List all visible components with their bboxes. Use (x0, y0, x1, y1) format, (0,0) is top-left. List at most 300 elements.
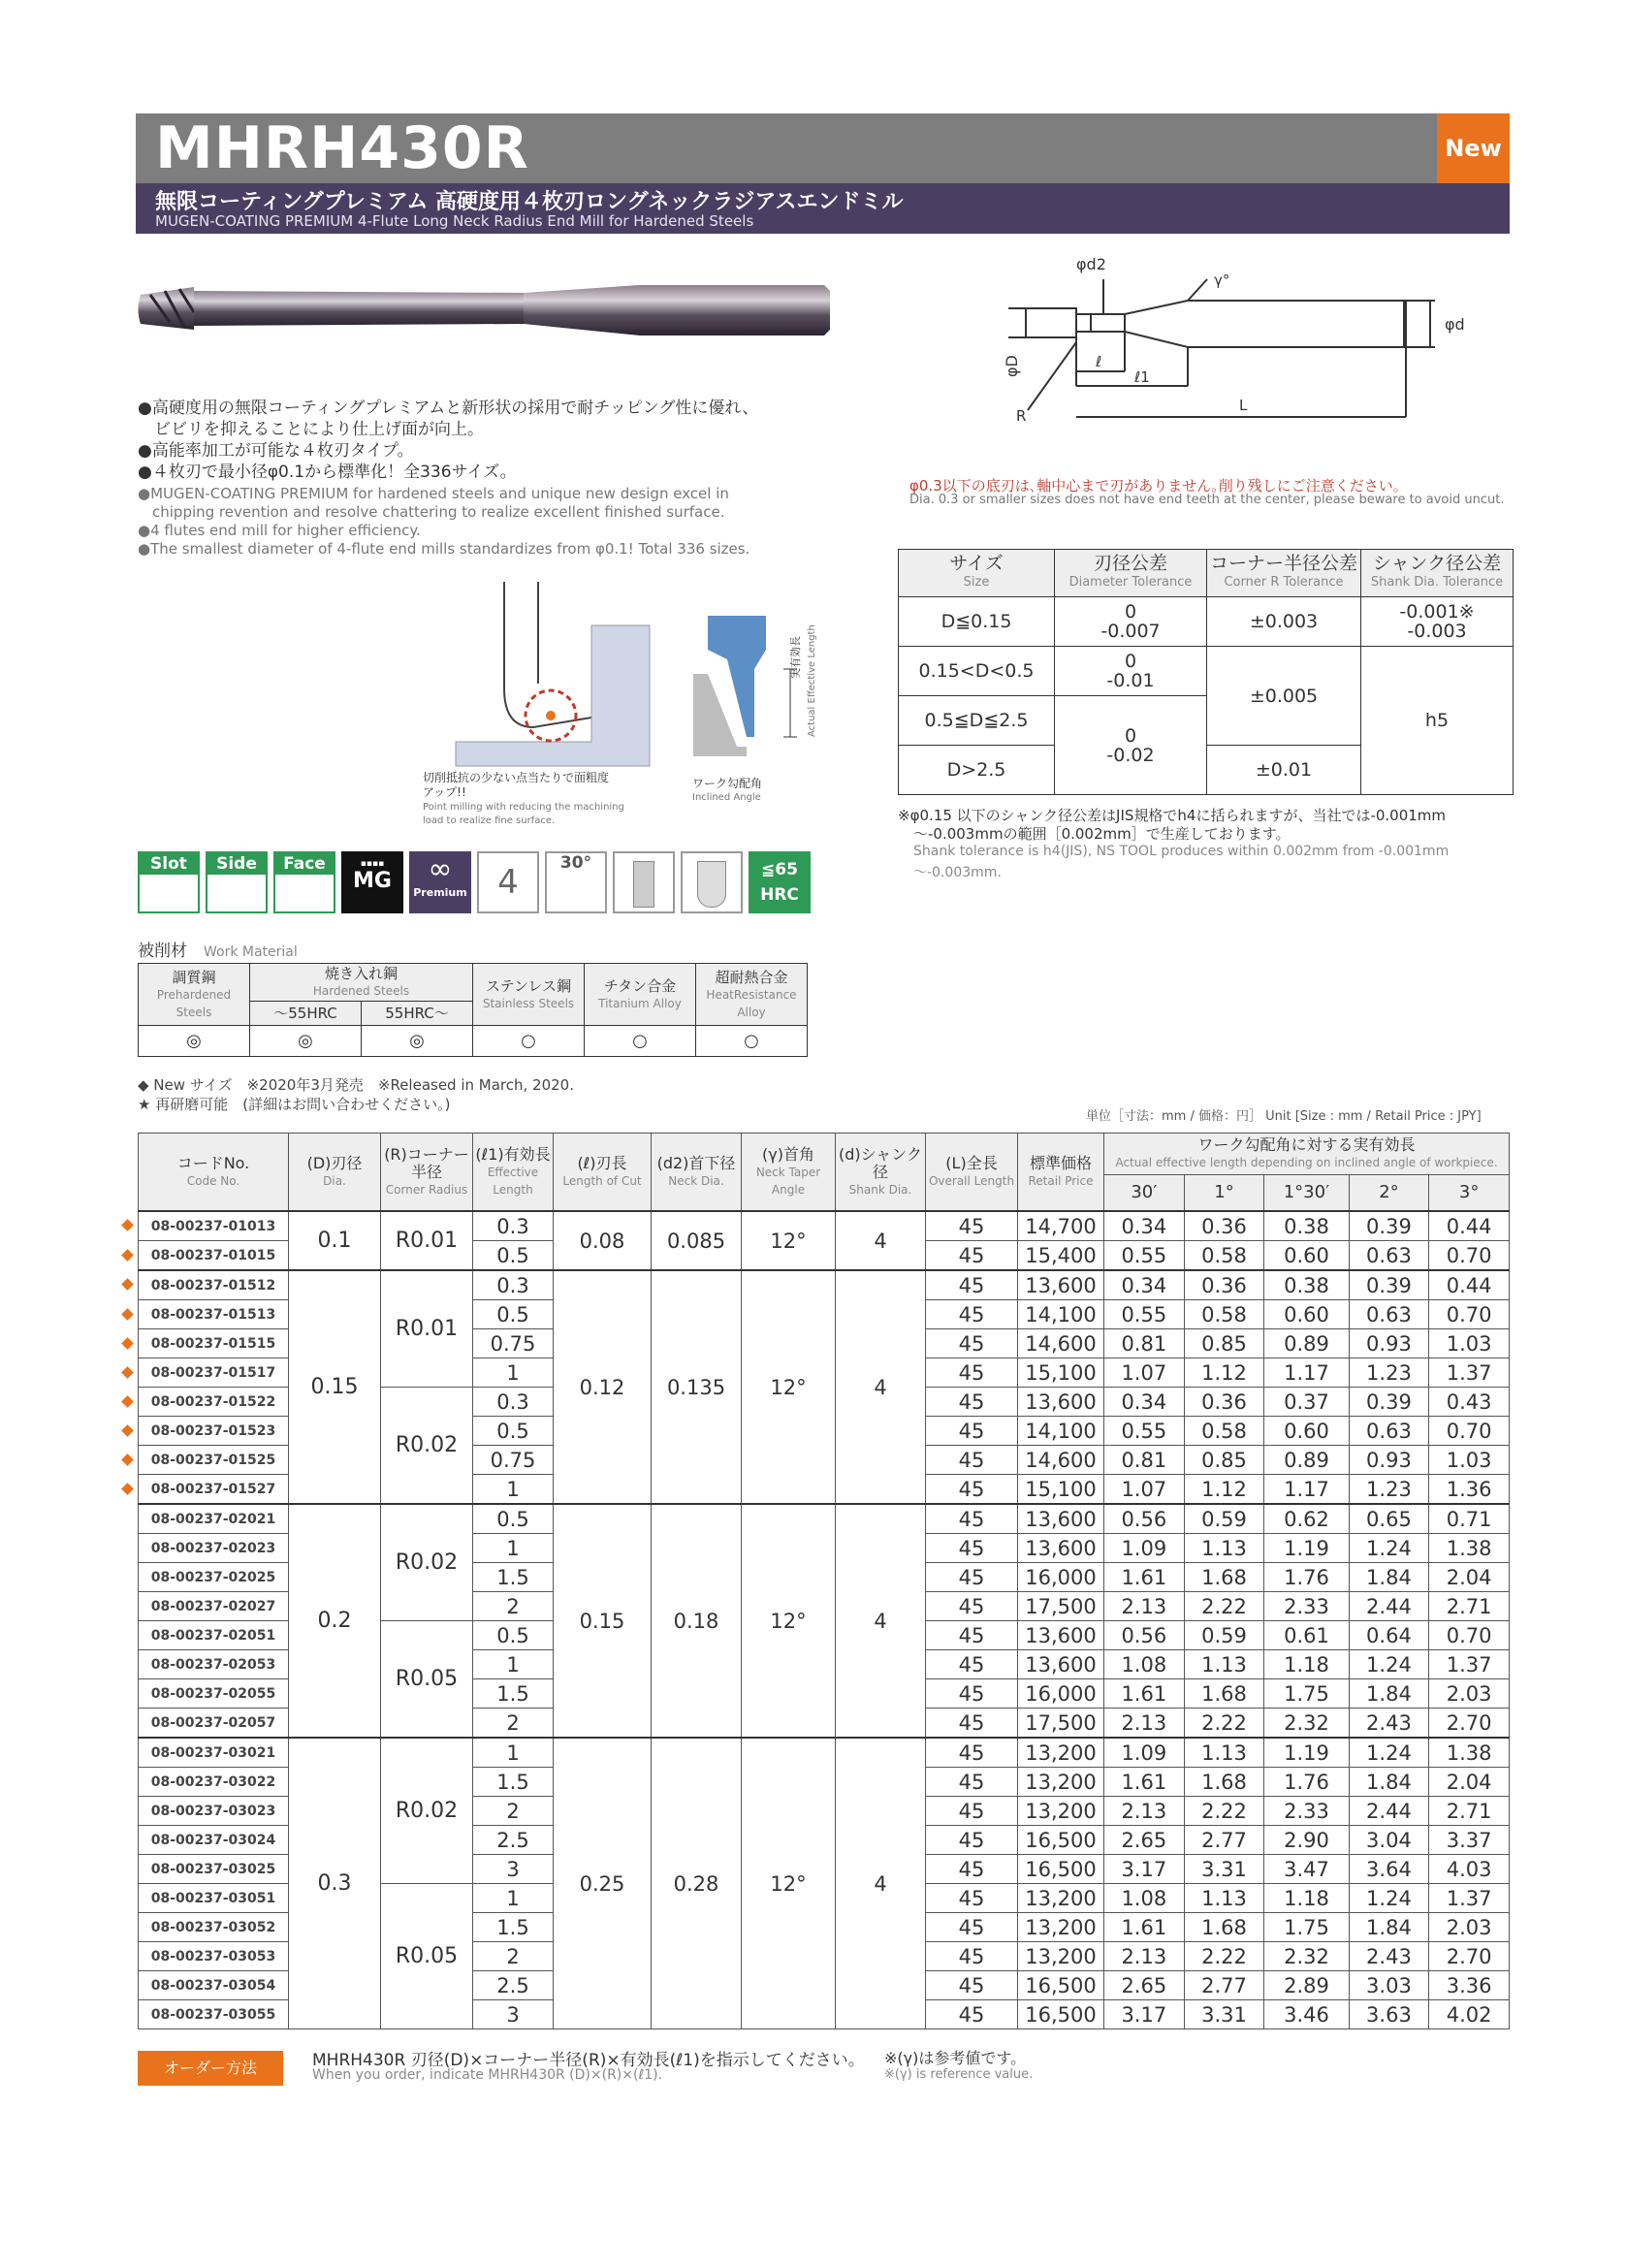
actual-length-cell: 0.70 (1429, 1300, 1510, 1329)
actual-length-cell: 0.43 (1429, 1388, 1510, 1417)
new-size-marker-icon (122, 1484, 134, 1495)
code-cell: 08-00237-03024 (139, 1826, 289, 1855)
code-cell: 08-00237-03052 (139, 1913, 289, 1942)
neck-cell: 0.085 (652, 1211, 742, 1270)
tol-size: D>2.5 (899, 746, 1055, 795)
actual-length-cell: 2.22 (1184, 1592, 1264, 1621)
new-size-marker-icon (122, 1425, 134, 1437)
shank-cell: 4 (836, 1738, 926, 2029)
actual-length-cell: 1.84 (1349, 1563, 1429, 1592)
code-cell: 08-00237-02025 (139, 1563, 289, 1592)
premium-icon: ∞ Premium (409, 851, 471, 913)
reference-note-jp: ※(γ)は参考値です。 (884, 2049, 1027, 2067)
oal-cell: 45 (926, 1417, 1018, 1446)
actual-length-cell: 2.03 (1429, 1913, 1510, 1942)
price-cell: 16,500 (1018, 2000, 1104, 2029)
price-cell: 15,400 (1018, 1241, 1104, 1271)
oal-cell: 45 (926, 1650, 1018, 1679)
actual-length-cell: 1.68 (1184, 1679, 1264, 1709)
price-cell: 14,600 (1018, 1446, 1104, 1475)
price-cell: 17,500 (1018, 1592, 1104, 1621)
code-cell: 08-00237-03054 (139, 1971, 289, 2000)
actual-length-cell: 0.71 (1429, 1504, 1510, 1534)
col-cut: (ℓ)刃長 Length of Cut (554, 1134, 652, 1212)
four-flute-icon: 4 (477, 851, 539, 913)
eff-cell: 0.3 (473, 1211, 554, 1241)
actual-length-cell: 1.61 (1104, 1913, 1185, 1942)
taper-cell: 12° (742, 1270, 836, 1504)
price-cell: 17,500 (1018, 1709, 1104, 1739)
actual-length-cell: 0.44 (1429, 1270, 1510, 1300)
actual-length-cell: 0.34 (1104, 1211, 1185, 1241)
eff-cell: 0.5 (473, 1300, 554, 1329)
actual-length-cell: 0.93 (1349, 1329, 1429, 1358)
oal-cell: 45 (926, 1504, 1018, 1534)
actual-length-cell: 3.31 (1184, 2000, 1264, 2029)
dia-cell: 0.1 (289, 1211, 381, 1270)
page-title: MHRH430R (155, 114, 529, 182)
new-size-marker-icon (122, 1309, 134, 1321)
price-cell: 14,100 (1018, 1300, 1104, 1329)
price-cell: 13,200 (1018, 1913, 1104, 1942)
actual-length-cell: 1.19 (1264, 1534, 1349, 1563)
actual-length-cell: 1.23 (1349, 1475, 1429, 1505)
shank-note-jp-1: ※φ0.15 以下のシャンク径公差はJIS規格でh4に括られますが、当社では-0.001mm (898, 807, 1447, 824)
code-cell: 08-00237-02021 (139, 1504, 289, 1534)
eff-cell: 1.5 (473, 1563, 554, 1592)
code-cell: 08-00237-01513 (139, 1300, 289, 1329)
eff-cell: 1 (473, 1738, 554, 1768)
actual-length-cell: 1.03 (1429, 1329, 1510, 1358)
actual-length-cell: 0.61 (1264, 1621, 1349, 1650)
actual-length-cell: 1.24 (1349, 1884, 1429, 1913)
price-cell: 14,100 (1018, 1417, 1104, 1446)
order-instruction-en: When you order, indicate MHRH430R (D)×(R)×(ℓ1). (312, 2067, 663, 2083)
actual-length-cell: 4.02 (1429, 2000, 1510, 2029)
actual-length-cell: 0.85 (1184, 1446, 1264, 1475)
eff-cell: 0.75 (473, 1329, 554, 1358)
actual-length-cell: 3.17 (1104, 2000, 1185, 2029)
actual-length-cell: 1.23 (1349, 1358, 1429, 1388)
code-cell: 08-00237-01512 (139, 1270, 289, 1300)
price-cell: 13,200 (1018, 1884, 1104, 1913)
eff-cell: 2 (473, 1942, 554, 1971)
price-cell: 13,600 (1018, 1650, 1104, 1679)
actual-length-cell: 3.47 (1264, 1855, 1349, 1884)
feature-jp-2: ビビリを抑えることにより仕上げ面が向上。 (138, 420, 484, 439)
table-row (139, 1504, 1510, 1534)
col-code: コードNo. Code No. (139, 1134, 289, 1212)
taper-cell: 12° (742, 1211, 836, 1270)
order-method-badge: オーダー方法 (138, 2051, 283, 2086)
shank-cell: 4 (836, 1211, 926, 1270)
actual-length-cell: 0.60 (1264, 1300, 1349, 1329)
code-cell: 08-00237-03053 (139, 1942, 289, 1971)
oal-cell: 45 (926, 1768, 1018, 1797)
actual-length-cell: 1.75 (1264, 1679, 1349, 1709)
caption2-jp: ワーク勾配角 (692, 777, 763, 790)
price-cell: 15,100 (1018, 1358, 1104, 1388)
oal-cell: 45 (926, 1826, 1018, 1855)
actual-length-cell: 0.39 (1349, 1270, 1429, 1300)
actual-length-cell: 1.08 (1104, 1650, 1185, 1679)
actual-length-cell: 0.55 (1104, 1241, 1185, 1271)
actual-length-cell: 2.04 (1429, 1768, 1510, 1797)
tol-size: 0.5≦D≦2.5 (899, 696, 1055, 746)
code-cell: 08-00237-03051 (139, 1884, 289, 1913)
actual-length-cell: 0.36 (1184, 1211, 1264, 1241)
actual-length-cell: 2.89 (1264, 1971, 1349, 2000)
col-neck: (d2)首下径 Neck Dia. (652, 1134, 742, 1212)
eff-cell: 1 (473, 1650, 554, 1679)
dia-cell: 0.15 (289, 1270, 381, 1504)
actual-length-cell: 1.24 (1349, 1534, 1429, 1563)
label-R: R (1016, 407, 1027, 425)
wm-over-55: 55HRC～ (362, 1002, 473, 1026)
actual-length-cell: 0.56 (1104, 1621, 1185, 1650)
radius-cell: R0.01 (381, 1211, 473, 1270)
feature-jp-1: ●高硬度用の無限コーティングプレミアムと新形状の採用で耐チッピング性に優れ、 (138, 399, 759, 418)
tol-size: 0.15<D<0.5 (899, 647, 1055, 696)
oal-cell: 45 (926, 1855, 1018, 1884)
price-cell: 13,200 (1018, 1738, 1104, 1768)
actual-length-cell: 0.60 (1264, 1417, 1349, 1446)
tolerance-table (898, 549, 1514, 795)
new-size-marker-icon (122, 1220, 134, 1231)
actual-length-cell: 1.07 (1104, 1358, 1185, 1388)
actual-length-cell: 2.13 (1104, 1709, 1185, 1739)
actual-length-cell: 0.58 (1184, 1241, 1264, 1271)
new-size-marker-icon (122, 1367, 134, 1379)
actual-length-cell: 0.39 (1349, 1211, 1429, 1241)
neck-cell: 0.18 (652, 1504, 742, 1738)
actual-length-cell: 1.12 (1184, 1475, 1264, 1505)
oal-cell: 45 (926, 1358, 1018, 1388)
eff-cell: 0.3 (473, 1270, 554, 1300)
wm-stainless: ステンレス鋼 Stainless Steels (473, 964, 585, 1026)
feature-en-1: ●MUGEN-COATING PREMIUM for hardened steels and unique new design excel in (138, 485, 729, 502)
actual-length-cell: 3.64 (1349, 1855, 1429, 1884)
actual-length-cell: 0.38 (1264, 1270, 1349, 1300)
oal-cell: 45 (926, 1329, 1018, 1358)
table-row (139, 1270, 1510, 1300)
code-cell: 08-00237-02053 (139, 1650, 289, 1679)
slot-icon: Slot (138, 851, 200, 913)
code-cell: 08-00237-03025 (139, 1855, 289, 1884)
actual-length-cell: 1.76 (1264, 1563, 1349, 1592)
oal-cell: 45 (926, 1241, 1018, 1271)
wm-hardened: 焼き入れ鋼 Hardened Steels (250, 964, 473, 1002)
col-price: 標準価格 Retail Price (1018, 1134, 1104, 1212)
actual-length-cell: 2.65 (1104, 1826, 1185, 1855)
reference-note-en: ※(γ) is reference value. (884, 2067, 1034, 2082)
price-cell: 16,000 (1018, 1563, 1104, 1592)
actual-length-cell: 1.12 (1184, 1358, 1264, 1388)
actual-length-cell: 0.36 (1184, 1270, 1264, 1300)
actual-length-cell: 1.37 (1429, 1358, 1510, 1388)
price-cell: 13,600 (1018, 1270, 1104, 1300)
actual-length-cell: 0.37 (1264, 1388, 1349, 1417)
feature-jp-3: ●高能率加工が可能な４枚刃タイプ。 (138, 441, 414, 461)
actual-length-cell: 2.43 (1349, 1709, 1429, 1739)
new-size-marker-icon (122, 1396, 134, 1408)
col-taper: (γ)首角 Neck Taper Angle (742, 1134, 836, 1212)
actual-length-cell: 0.81 (1104, 1329, 1185, 1358)
tol-shank: -0.001※ -0.003 (1361, 597, 1514, 647)
taper-cell: 12° (742, 1504, 836, 1738)
price-cell: 13,600 (1018, 1534, 1104, 1563)
actual-length-cell: 0.36 (1184, 1388, 1264, 1417)
code-cell: 08-00237-02057 (139, 1709, 289, 1739)
actual-length-cell: 1.24 (1349, 1650, 1429, 1679)
actual-length-cell: 1.61 (1104, 1768, 1185, 1797)
actual-length-cell: 3.03 (1349, 1971, 1429, 2000)
helix-30-icon: 30° (545, 851, 607, 913)
actual-length-cell: 2.65 (1104, 1971, 1185, 2000)
new-badge: New (1437, 113, 1510, 183)
price-cell: 13,200 (1018, 1942, 1104, 1971)
actual-length-cell: 2.71 (1429, 1797, 1510, 1826)
eff-cell: 1 (473, 1884, 554, 1913)
label-d2: φd2 (1076, 255, 1106, 273)
eff-cell: 0.75 (473, 1446, 554, 1475)
shank-note-en-2: ～-0.003mm. (913, 865, 1002, 880)
neck-cell: 0.135 (652, 1270, 742, 1504)
actual-length-cell: 0.58 (1184, 1300, 1264, 1329)
actual-length-cell: 2.70 (1429, 1942, 1510, 1971)
price-cell: 13,600 (1018, 1621, 1104, 1650)
oal-cell: 45 (926, 1621, 1018, 1650)
price-cell: 16,500 (1018, 1971, 1104, 2000)
actual-length-cell: 1.84 (1349, 1768, 1429, 1797)
code-cell: 08-00237-03023 (139, 1797, 289, 1826)
actual-length-cell: 0.85 (1184, 1329, 1264, 1358)
caption1-en-2: load to realize fine surface. (423, 815, 556, 826)
wm-heat-resist: 超耐熱合金 HeatResistance Alloy (696, 964, 808, 1026)
actual-length-cell: 1.18 (1264, 1650, 1349, 1679)
actual-length-cell: 2.33 (1264, 1592, 1349, 1621)
actual-length-cell: 0.55 (1104, 1300, 1185, 1329)
price-cell: 13,600 (1018, 1388, 1104, 1417)
oal-cell: 45 (926, 2000, 1018, 2029)
table-row (139, 1211, 1510, 1241)
actual-length-cell: 0.34 (1104, 1270, 1185, 1300)
col-angle: 2° (1349, 1175, 1429, 1212)
actual-length-cell: 2.77 (1184, 1971, 1264, 2000)
actual-length-cell: 1.17 (1264, 1358, 1349, 1388)
actual-length-cell: 2.77 (1184, 1826, 1264, 1855)
code-cell: 08-00237-01523 (139, 1417, 289, 1446)
cut-cell: 0.15 (554, 1504, 652, 1738)
cut-cell: 0.08 (554, 1211, 652, 1270)
tol-header-corner: コーナー半径公差 Corner R Tolerance (1207, 550, 1361, 597)
actual-length-cell: 1.18 (1264, 1884, 1349, 1913)
work-material-title: 被削材 Work Material (138, 942, 298, 961)
legend-new: ◆ New サイズ ※2020年3月発売 ※Released in March, 2020. (138, 1076, 574, 1094)
actual-length-cell: 1.13 (1184, 1738, 1264, 1768)
oal-cell: 45 (926, 1388, 1018, 1417)
eff-cell: 3 (473, 2000, 554, 2029)
wm-mark: ○ (473, 1026, 585, 1057)
actual-length-cell: 3.46 (1264, 2000, 1349, 2029)
code-cell: 08-00237-02051 (139, 1621, 289, 1650)
actual-length-cell: 2.71 (1429, 1592, 1510, 1621)
actual-length-cell: 3.36 (1429, 1971, 1510, 2000)
eff-cell: 1.5 (473, 1679, 554, 1709)
new-size-marker-icon (122, 1250, 134, 1262)
actual-length-cell: 0.34 (1104, 1388, 1185, 1417)
col-angle: 3° (1429, 1175, 1510, 1212)
actual-length-cell: 0.55 (1104, 1417, 1185, 1446)
oal-cell: 45 (926, 1913, 1018, 1942)
col-angle: 30′ (1104, 1175, 1185, 1212)
col-actual-length: ワーク勾配角に対する実有効長 Actual effective length depending on inclined angle of workpiece. (1104, 1134, 1510, 1175)
actual-length-cell: 1.84 (1349, 1913, 1429, 1942)
actual-length-cell: 1.08 (1104, 1884, 1185, 1913)
actual-length-cell: 0.59 (1184, 1621, 1264, 1650)
actual-length-cell: 1.38 (1429, 1738, 1510, 1768)
code-cell: 08-00237-03022 (139, 1768, 289, 1797)
eff-cell: 2.5 (473, 1971, 554, 2000)
caption2-en: Inclined Angle (692, 792, 761, 803)
table-row (139, 1738, 1510, 1768)
price-cell: 15,100 (1018, 1475, 1104, 1505)
neck-icon (613, 851, 675, 913)
tol-shank: h5 (1361, 647, 1514, 795)
subtitle-en: MUGEN-COATING PREMIUM 4-Flute Long Neck Radius End Mill for Hardened Steels (155, 212, 754, 230)
shank-cell: 4 (836, 1270, 926, 1504)
actual-length-cell: 0.65 (1349, 1504, 1429, 1534)
actual-length-cell: 3.04 (1349, 1826, 1429, 1855)
actual-length-cell: 0.63 (1349, 1300, 1429, 1329)
price-cell: 14,700 (1018, 1211, 1104, 1241)
tol-dia: 0 -0.01 (1055, 647, 1207, 696)
actual-length-cell: 1.61 (1104, 1679, 1185, 1709)
radius-icon (681, 851, 743, 913)
actual-length-cell: 1.37 (1429, 1884, 1510, 1913)
wm-titanium: チタン合金 Titanium Alloy (585, 964, 696, 1026)
oal-cell: 45 (926, 1971, 1018, 2000)
feature-en-4: ●The smallest diameter of 4-flute end mills standardizes from φ0.1! Total 336 sizes. (138, 540, 750, 558)
actual-length-cell: 2.70 (1429, 1709, 1510, 1739)
oal-cell: 45 (926, 1679, 1018, 1709)
eff-cell: 0.5 (473, 1241, 554, 1271)
side-label-en: Actual Effective Length (807, 624, 817, 737)
actual-length-cell: 2.13 (1104, 1797, 1185, 1826)
feature-en-2: chipping revention and resolve chattering to realize excellent finished surface. (138, 503, 725, 521)
actual-length-cell: 1.09 (1104, 1738, 1185, 1768)
actual-length-cell: 0.39 (1349, 1388, 1429, 1417)
actual-length-cell: 2.03 (1429, 1679, 1510, 1709)
oal-cell: 45 (926, 1446, 1018, 1475)
wm-mark: ◎ (362, 1026, 473, 1057)
side-label-jp: 実有効長 (789, 636, 802, 679)
actual-length-cell: 0.38 (1264, 1211, 1349, 1241)
actual-length-cell: 1.24 (1349, 1738, 1429, 1768)
actual-length-cell: 1.13 (1184, 1650, 1264, 1679)
actual-length-cell: 2.22 (1184, 1797, 1264, 1826)
oal-cell: 45 (926, 1211, 1018, 1241)
tol-corner: ±0.01 (1207, 746, 1361, 795)
label-d: φd (1445, 315, 1465, 334)
oal-cell: 45 (926, 1709, 1018, 1739)
label-L: L (1239, 397, 1248, 414)
tol-dia: 0 -0.007 (1055, 597, 1207, 647)
actual-length-cell: 2.44 (1349, 1592, 1429, 1621)
label-gamma: γ° (1214, 272, 1230, 289)
oal-cell: 45 (926, 1534, 1018, 1563)
end-mill-image (136, 273, 834, 351)
code-cell: 08-00237-02027 (139, 1592, 289, 1621)
eff-cell: 2 (473, 1709, 554, 1739)
wm-prehardened: 調質鋼 Prehardened Steels (139, 964, 250, 1026)
label-l: ℓ (1096, 353, 1102, 370)
tol-corner: ±0.005 (1207, 647, 1361, 746)
tol-dia: 0 -0.02 (1055, 696, 1207, 795)
actual-length-cell: 1.19 (1264, 1738, 1349, 1768)
shank-note-en-1: Shank tolerance is h4(JIS), NS TOOL produces within 0.002mm from -0.001mm (913, 844, 1450, 859)
oal-cell: 45 (926, 1592, 1018, 1621)
cut-cell: 0.25 (554, 1738, 652, 2029)
new-size-marker-icon (122, 1454, 134, 1466)
actual-length-cell: 0.70 (1429, 1621, 1510, 1650)
col-radius: (R)コーナー半径 Corner Radius (381, 1134, 473, 1212)
tol-header-shank: シャンク径公差 Shank Dia. Tolerance (1361, 550, 1514, 597)
caption1-jp-2: アップ!! (423, 785, 466, 799)
actual-length-cell: 1.07 (1104, 1475, 1185, 1505)
shank-cell: 4 (836, 1504, 926, 1738)
actual-length-cell: 0.81 (1104, 1446, 1185, 1475)
radius-cell: R0.02 (381, 1388, 473, 1505)
eff-cell: 0.5 (473, 1504, 554, 1534)
feature-jp-4: ●４枚刃で最小径φ0.1から標準化！全336サイズ。 (138, 463, 517, 482)
actual-length-cell: 1.68 (1184, 1768, 1264, 1797)
radius-cell: R0.05 (381, 1884, 473, 2029)
actual-length-cell: 1.76 (1264, 1768, 1349, 1797)
actual-length-cell: 2.13 (1104, 1592, 1185, 1621)
code-cell: 08-00237-03055 (139, 2000, 289, 2029)
actual-length-cell: 3.31 (1184, 1855, 1264, 1884)
actual-length-cell: 1.38 (1429, 1534, 1510, 1563)
actual-length-cell: 2.44 (1349, 1797, 1429, 1826)
actual-length-cell: 0.63 (1349, 1417, 1429, 1446)
eff-cell: 3 (473, 1855, 554, 1884)
actual-length-cell: 0.64 (1349, 1621, 1429, 1650)
code-cell: 08-00237-03021 (139, 1738, 289, 1768)
actual-length-cell: 0.62 (1264, 1504, 1349, 1534)
radius-cell: R0.02 (381, 1738, 473, 1884)
tol-header-dia: 刃径公差 Diameter Tolerance (1055, 550, 1207, 597)
feature-en-3: ●4 flutes end mill for higher efficiency. (138, 522, 421, 539)
code-cell: 08-00237-02023 (139, 1534, 289, 1563)
eff-cell: 0.5 (473, 1621, 554, 1650)
wm-mark: ○ (585, 1026, 696, 1057)
price-cell: 16,500 (1018, 1826, 1104, 1855)
oal-cell: 45 (926, 1738, 1018, 1768)
legend-regrind: ★ 再研磨可能 (詳細はお問い合わせください。) (138, 1096, 451, 1113)
code-cell: 08-00237-01527 (139, 1475, 289, 1505)
actual-length-cell: 2.13 (1104, 1942, 1185, 1971)
new-size-marker-icon (122, 1279, 134, 1291)
radius-cell: R0.05 (381, 1621, 473, 1739)
actual-length-cell: 3.17 (1104, 1855, 1185, 1884)
actual-length-cell: 0.70 (1429, 1241, 1510, 1271)
actual-length-cell: 1.09 (1104, 1534, 1185, 1563)
actual-length-cell: 1.17 (1264, 1475, 1349, 1505)
code-cell: 08-00237-02055 (139, 1679, 289, 1709)
cut-cell: 0.12 (554, 1270, 652, 1504)
neck-cell: 0.28 (652, 1738, 742, 2029)
